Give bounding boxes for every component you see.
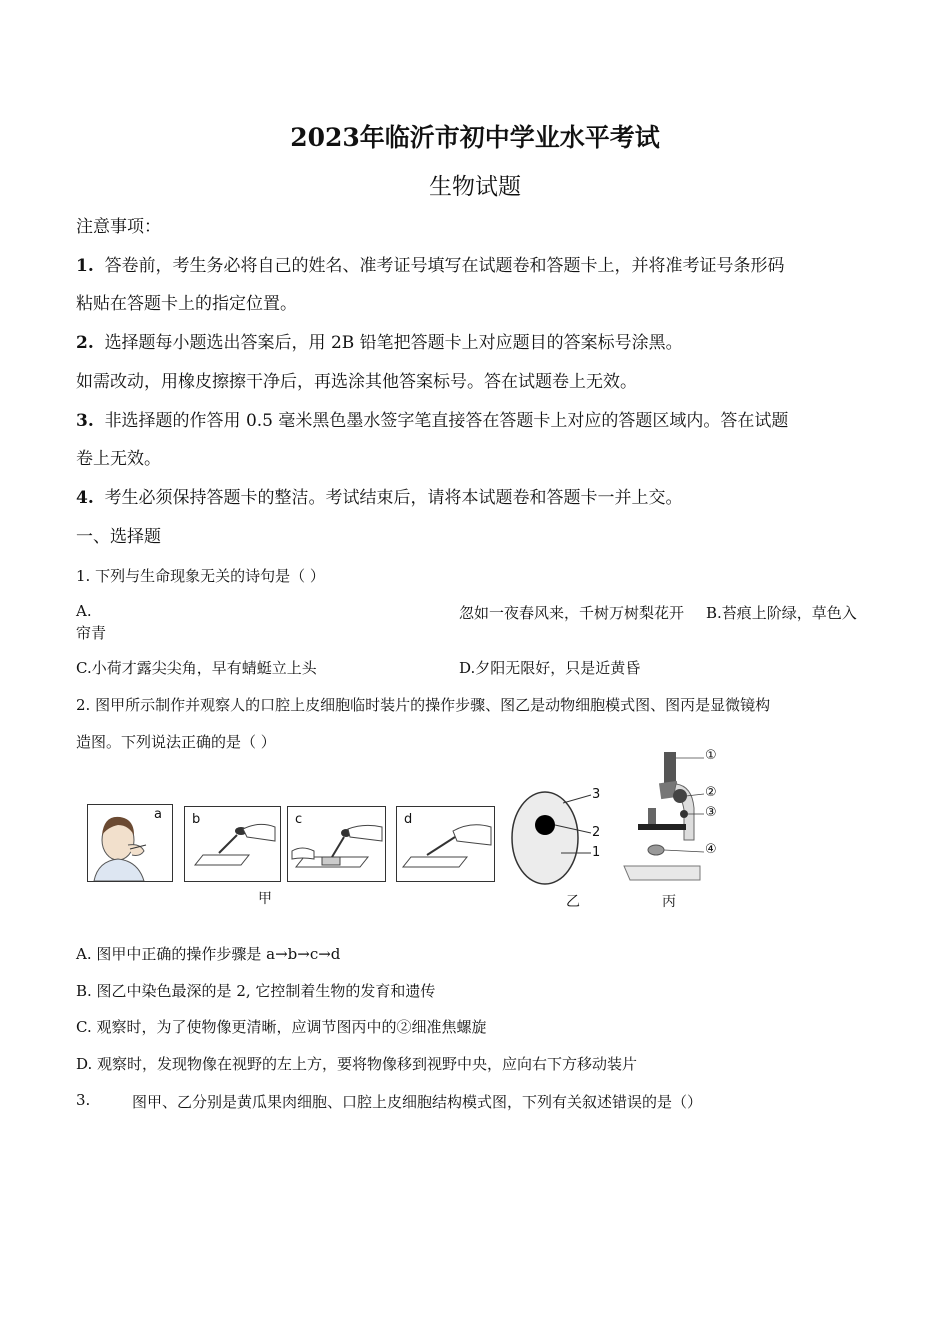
q1-option-a-text: 忽如一夜春风来，千树万树梨花开 [459,604,685,622]
note-number: 4. [76,488,94,508]
caption-bing: 丙 [662,894,676,910]
q3-stem: 图甲、乙分别是黄瓜果肉细胞、口腔上皮细胞结构模式图，下列有关叙述错误的是（） [132,1093,703,1111]
note-item-1-cont: 粘贴在答题卡上的指定位置。 [76,294,297,314]
figure-jia-panel-a [87,804,173,882]
q1-option-c: C.小荷才露尖尖角，早有蜻蜓立上头 [76,659,317,677]
notes-heading: 注意事项： [76,217,161,237]
caption-jia: 甲 [258,891,272,907]
note-text: 非选择题的作答用 0.5 毫米黑色墨水签字笔直接答在答题卡上对应的答题区域内。答在试题 [104,411,789,431]
cell-label-2: 2 [592,825,601,840]
panel-label: a [154,807,162,822]
note-item-2-cont: 如需改动，用橡皮擦擦干净后，再选涂其他答案标号。答在试题卷上无效。 [76,372,637,392]
note-item-1 [76,251,785,276]
q2-stem-line1: 2. 图甲所示制作并观察人的口腔上皮细胞临时装片的操作步骤、图乙是动物细胞模式图、图丙是显微镜构 [76,696,771,714]
figure-jia-panel-b [184,806,281,882]
q1-option-d: D.夕阳无限好，只是近黄昏 [459,659,641,677]
note-item-2 [76,328,683,353]
scope-label-4: ④ [705,842,717,857]
note-item-4 [76,483,683,508]
note-text: 选择题每小题选出答案后，用 2B 铅笔把答题卡上对应题目的答案标号涂黑。 [104,333,683,353]
cell-label-3: 3 [592,787,601,802]
q2-option-b: B. 图乙中染色最深的是 2, 它控制着生物的发育和遗传 [76,982,436,1000]
note-item-3 [76,406,788,431]
section-heading: 一、选择题 [76,527,161,547]
scope-label-1: ① [705,748,717,763]
note-number: 1. [76,256,94,276]
q1-option-a-label: A. [76,602,92,620]
q1-option-b: B.苔痕上阶绿，草色入 [706,604,857,622]
exam-title: 2023年临沂市初中学业水平考试 [290,123,660,152]
note-text: 答卷前，考生务必将自己的姓名、准考证号填写在试题卷和答题卡上，并将准考证号条形码 [104,256,785,276]
q2-option-d: D. 观察时，发现物像在视野的左上方，要将物像移到视野中央，应向右下方移动装片 [76,1055,638,1073]
panel-label: d [404,812,413,827]
note-item-3-cont: 卷上无效。 [76,449,161,469]
q2-option-a: A. 图甲中正确的操作步骤是 a→b→c→d [76,945,341,963]
scope-label-3: ③ [705,805,717,820]
panel-label: c [295,812,303,827]
note-text: 考生必须保持答题卡的整洁。考试结束后，请将本试题卷和答题卡一并上交。 [104,488,683,508]
note-number: 2. [76,333,94,353]
note-number: 3. [76,411,94,431]
scope-label-2: ② [705,785,717,800]
caption-yi: 乙 [566,894,580,910]
microscope-diagram [620,748,715,888]
q1-option-b-cont: 帘青 [76,624,107,642]
cell-label-1: 1 [592,845,601,860]
figure-jia-panel-d [396,806,495,882]
q1-stem: 1. 下列与生命现象无关的诗句是（ ） [76,567,325,585]
q3-number: 3. [76,1091,91,1109]
q2-option-c: C. 观察时，为了使物像更清晰，应调节图丙中的②细准焦螺旋 [76,1018,487,1036]
smearing-slide-illustration [288,807,385,881]
figure-jia-panel-c [287,806,386,882]
q2-stem-line2: 造图。下列说法正确的是（ ） [76,733,276,751]
panel-label: b [192,812,201,827]
exam-subtitle: 生物试题 [429,174,521,200]
